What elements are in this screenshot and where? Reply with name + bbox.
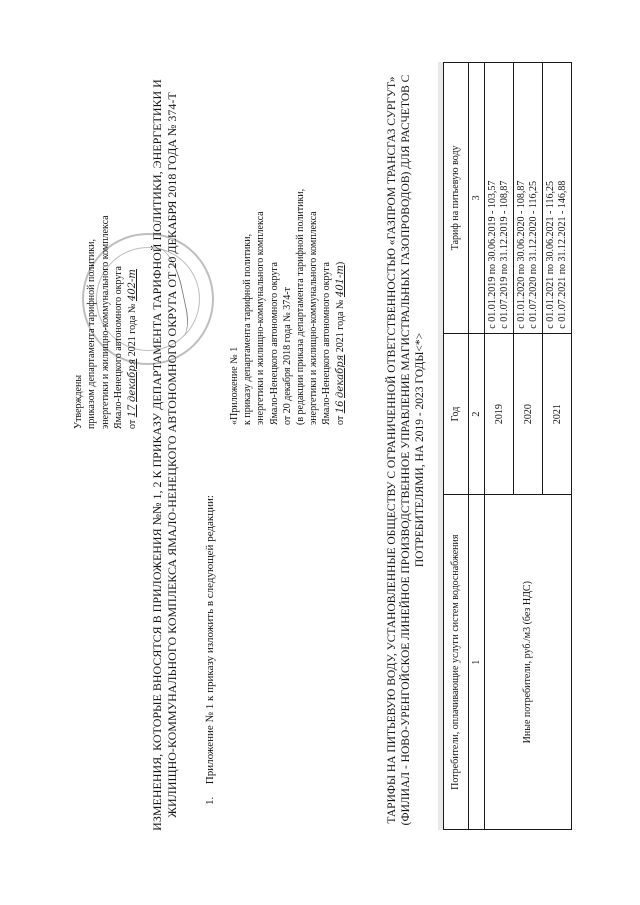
annex-day-handwritten: 16	[334, 400, 346, 414]
header-year: Год	[444, 333, 469, 495]
approval-year-text: 2021 года №	[126, 303, 138, 357]
tariff-period: с 01.01.2021 по 30.06.2021 - 116,25	[545, 180, 556, 329]
annex-line: (в редакции приказа департамента тарифной политики,	[295, 188, 307, 425]
approval-block	[72, 109, 139, 429]
tariff-title: ТАРИФЫ НА ПИТЬЕВУЮ ВОДУ, УСТАНОВЛЕННЫЕ ОБЩЕСТВУ С ОГРАНИЧЕННОЙ ОТВЕТСТВЕННОСТЬЮ «ГАЗПРОМ ТРАНСГАЗ СУРГУТ» (ФИЛИАЛ - НОВО-УРЕНГОЙСКОЕ ЛИНЕЙНОЕ ПРОИЗВОДСТВЕННОЕ УПРАВЛЕНИЕ МАГИСТРАЛЬНЫХ ГАЗОПРОВОДОВ) ДЛЯ РАСЧЕТОВ С ПОТРЕБИТЕЛЯМИ, НА 2019 - 2023 ГОДЫ<*>	[386, 74, 426, 826]
tariff-cell	[485, 63, 514, 334]
column-number: 3	[469, 63, 485, 334]
tariff-period: с 01.01.2020 по 30.06.2020 - 108,87	[516, 180, 527, 329]
approval-day-handwritten: 17	[126, 404, 138, 418]
amendment-item-text: Приложение № 1 к приказу изложить в следующей редакции:	[204, 495, 216, 785]
approval-line: приказом департамента тарифной политики,	[86, 239, 98, 429]
tariff-period: с 01.07.2019 по 31.12.2019 - 108,87	[499, 180, 510, 329]
tariff-cell	[514, 63, 543, 334]
header-consumers: Потребители, оплачивающие услуги систем водоснабжения	[444, 495, 469, 830]
annex-header-block	[228, 95, 347, 425]
approval-line: Утверждены	[73, 374, 84, 429]
annex-close-paren: )	[334, 261, 346, 266]
tariff-period: с 01.01.2019 по 30.06.2019 - 103,57	[487, 180, 498, 329]
header-tariff: Тариф на питьевую воду	[444, 63, 469, 334]
tariff-period: с 01.07.2020 по 31.12.2020 - 116,25	[528, 180, 539, 329]
table-row	[485, 63, 514, 830]
annex-date-line	[334, 95, 347, 425]
amendment-item-number: 1.	[204, 796, 216, 805]
year-cell: 2020	[514, 333, 543, 495]
annex-line: к приказу департамента тарифной политики,	[242, 233, 254, 425]
annex-line: Ямало-Ненецкого автономного округа	[268, 262, 280, 425]
annex-line: Ямало-Ненецкого автономного округа	[321, 262, 333, 425]
annex-line: энергетики и жилищно-коммунального комплекса	[308, 211, 320, 425]
annex-line: от 20 декабря 2018 года № 374-т	[281, 287, 293, 425]
column-number-row	[469, 63, 485, 830]
year-cell: 2021	[543, 333, 572, 495]
annex-date-prefix: от	[334, 415, 346, 425]
tariff-cell	[543, 63, 572, 334]
consumer-cell: Иные потребители, руб./м3 (без НДС)	[485, 495, 572, 830]
column-number: 2	[469, 333, 485, 495]
amendment-item	[204, 495, 216, 805]
approval-number-handwritten: 402-т	[126, 269, 138, 302]
table-header-row	[444, 63, 469, 830]
annex-year-text: 2021 года №	[334, 299, 346, 353]
tariff-period: с 01.07.2021 по 31.12.2021 - 146,88	[557, 180, 568, 329]
approval-line: энергетики и жилищно-коммунального комплекса	[99, 215, 111, 429]
approval-line: Ямало-Ненецкого автономного округа	[113, 266, 125, 429]
approval-date-prefix: от	[126, 419, 138, 429]
tariff-table	[443, 62, 572, 830]
annex-line: энергетики и жилищно-коммунального комплекса	[255, 211, 267, 425]
year-cell: 2019	[485, 333, 514, 495]
annex-month-handwritten: декабря	[334, 354, 346, 399]
column-number: 1	[469, 495, 485, 830]
approval-date-line	[126, 109, 139, 429]
annex-line: «Приложение № 1	[229, 346, 240, 425]
annex-number-handwritten: 401-т	[334, 265, 346, 298]
approval-month-handwritten: декабря	[126, 358, 138, 403]
changes-title: ИЗМЕНЕНИЯ, КОТОРЫЕ ВНОСЯТСЯ В ПРИЛОЖЕНИЯ №№ 1, 2 К ПРИКАЗУ ДЕПАРТАМЕНТА ТАРИФНОЙ ПОЛИТИКИ, ЭНЕРГЕТИКИ И ЖИЛИЩНО-КОММУНАЛЬНОГО КОМПЛЕКСА ЯМАЛО-НЕНЕЦКОГО АВТОНОМНОГО ОКРУГА ОТ 20 ДЕКАБРЯ 2018 ГОДА № 374-Т	[150, 79, 179, 831]
